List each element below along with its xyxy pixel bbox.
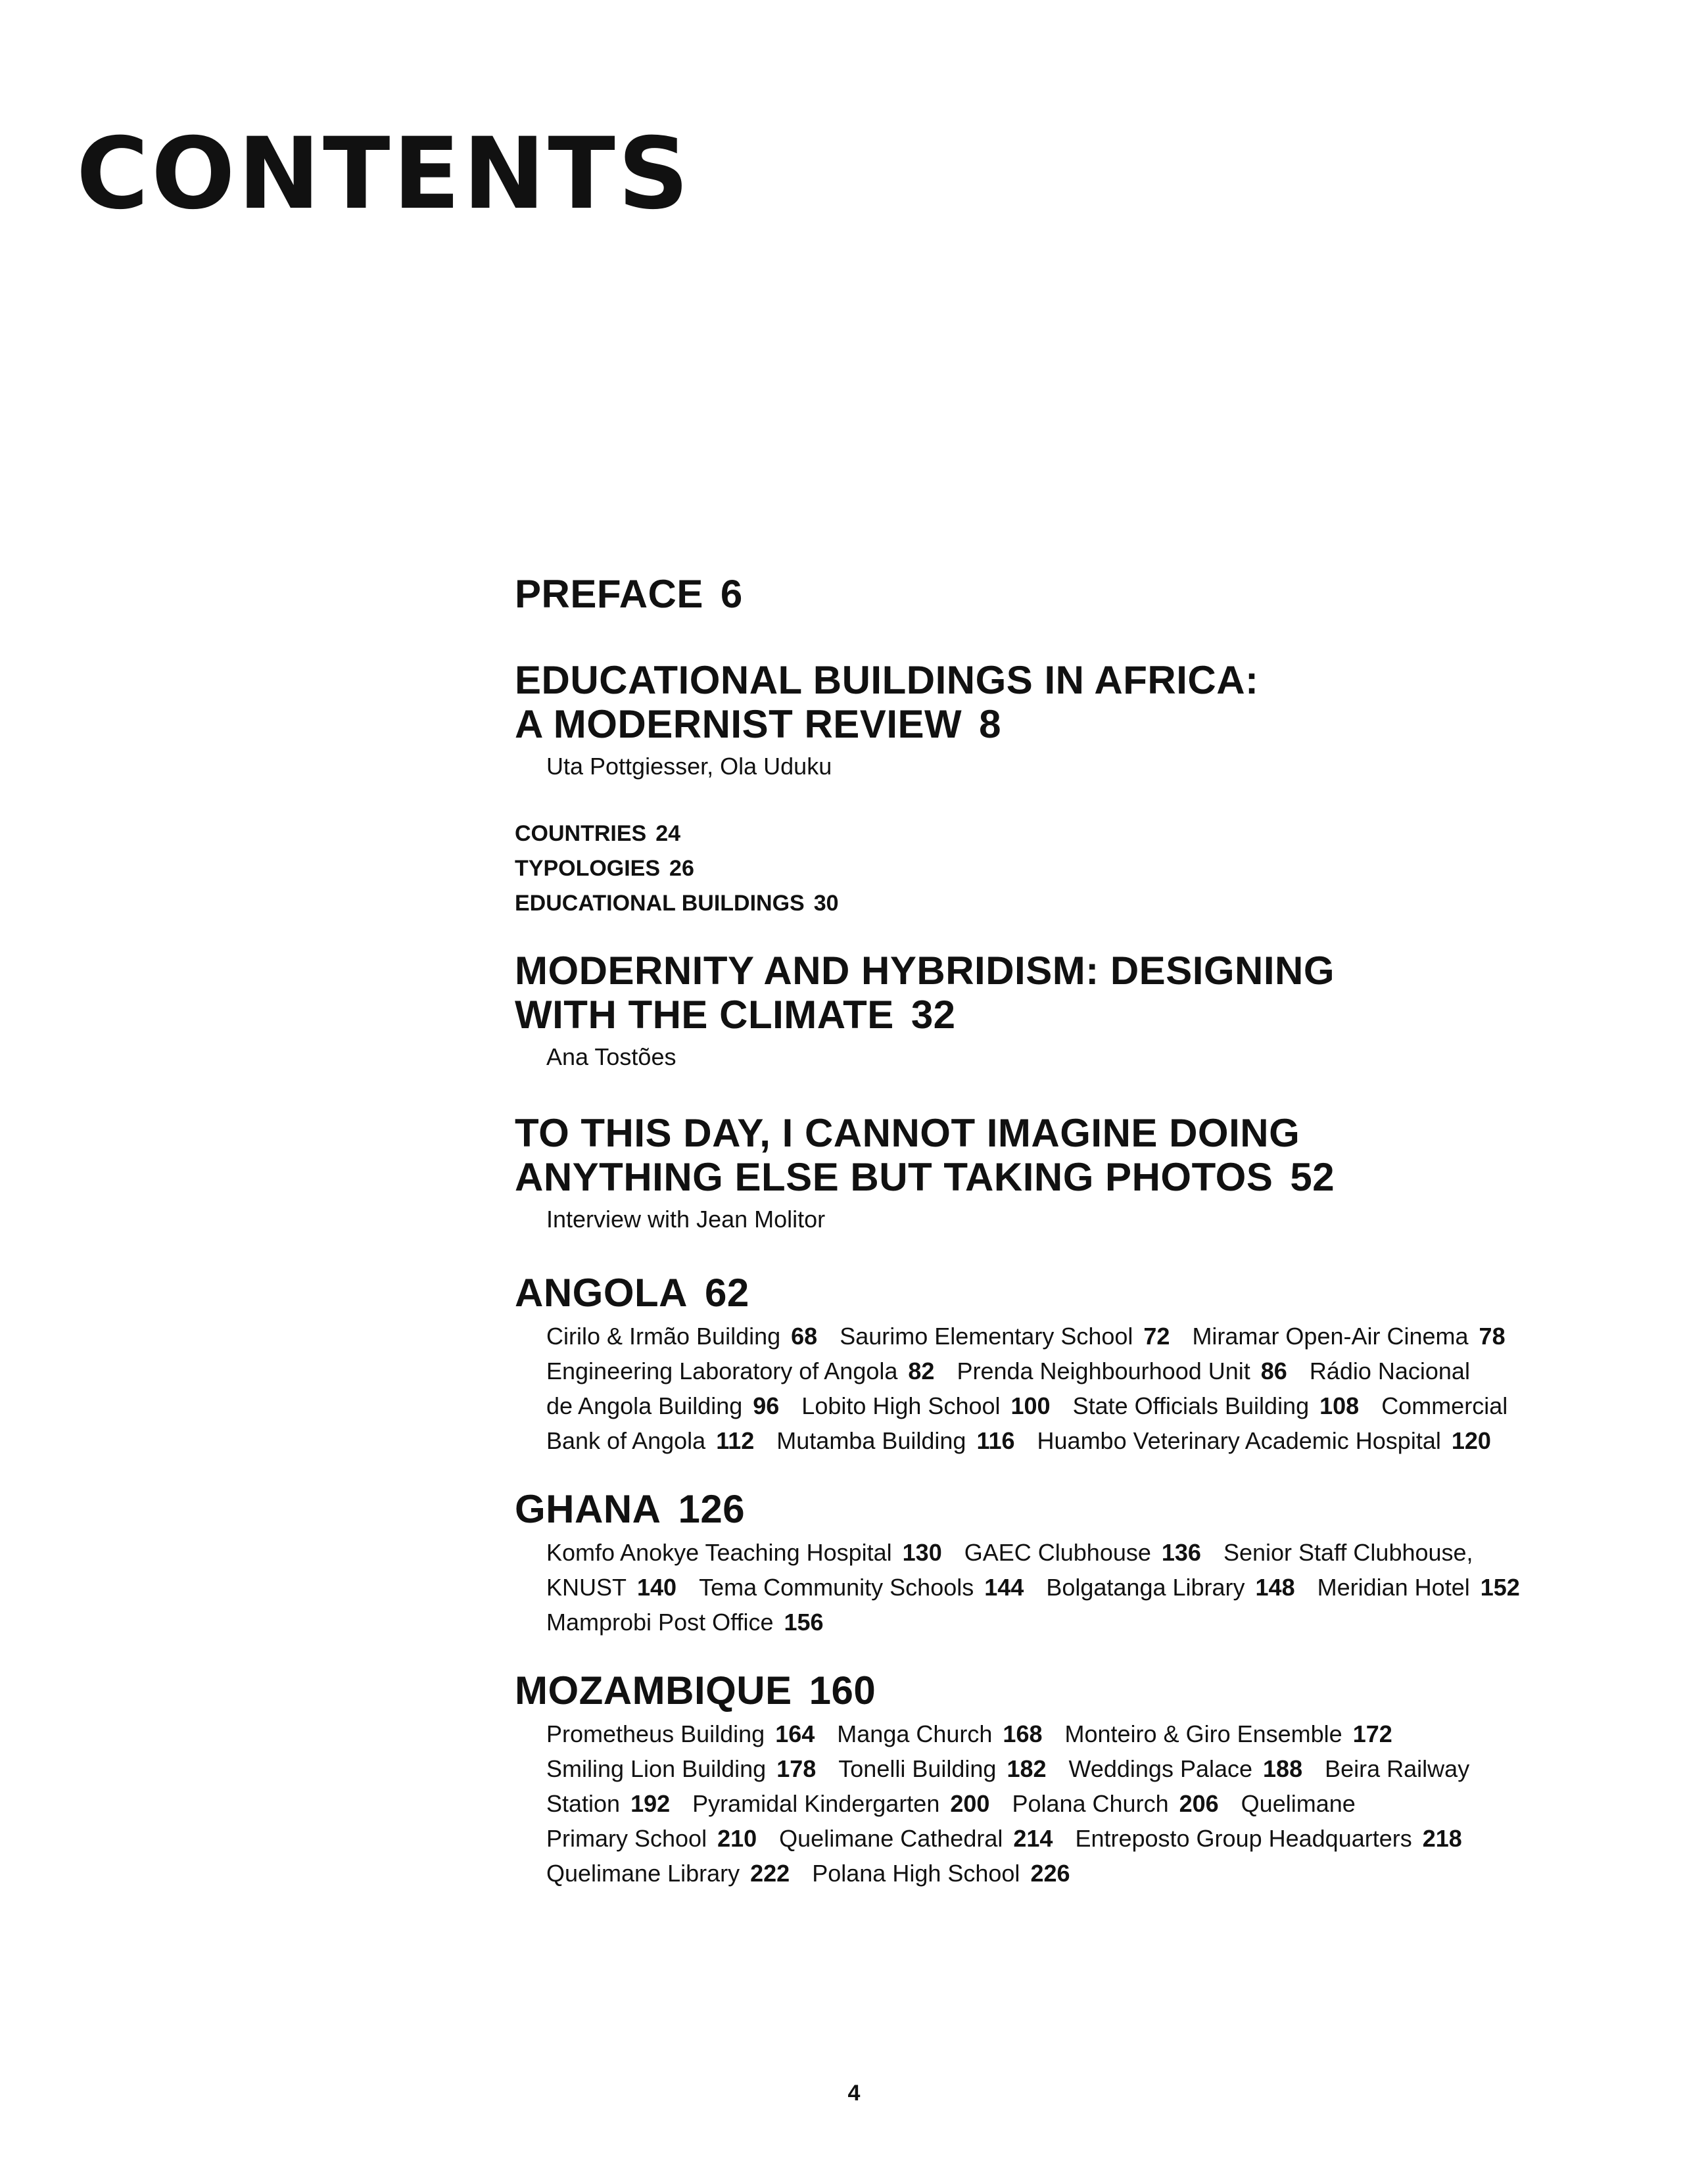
toc-entry[interactable] — [692, 1790, 1012, 1817]
toc-entry[interactable] — [1069, 1755, 1325, 1782]
entry-name: Miramar Open-Air Cinema — [1192, 1323, 1469, 1350]
heading-title: PREFACE — [515, 572, 703, 616]
entry-page: 144 — [984, 1574, 1024, 1601]
entry-page: 156 — [784, 1609, 824, 1636]
entry-page: 140 — [637, 1574, 677, 1601]
entry-name: GAEC Clubhouse — [964, 1539, 1151, 1566]
entry-name: Monteiro & Giro Ensemble — [1064, 1720, 1342, 1747]
toc-heading-educational[interactable] — [515, 658, 1554, 746]
minor-page: 24 — [655, 821, 681, 846]
entry-name: Quelimane Cathedral — [779, 1825, 1003, 1852]
toc-entry[interactable] — [957, 1358, 1309, 1384]
entry-page: 178 — [776, 1755, 817, 1782]
toc-entry[interactable] — [1223, 1539, 1473, 1566]
page-title: CONTENTS — [76, 117, 692, 231]
entry-name: Beira Railway — [1325, 1755, 1470, 1782]
entry-name: Senior Staff Clubhouse, — [1223, 1539, 1473, 1566]
entry-page: 100 — [1010, 1392, 1051, 1419]
toc-heading-mozambique[interactable] — [515, 1668, 1554, 1713]
entry-page: 206 — [1179, 1790, 1219, 1817]
entry-page: 192 — [630, 1790, 671, 1817]
entry-name: KNUST — [546, 1574, 627, 1601]
toc-entry-continued[interactable] — [546, 1574, 699, 1601]
entry-name: Station — [546, 1790, 621, 1817]
heading-page: 6 — [720, 572, 743, 616]
entry-page: 172 — [1352, 1720, 1392, 1747]
entry-name: Komfo Anokye Teaching Hospital — [546, 1539, 892, 1566]
toc-entry[interactable] — [1325, 1755, 1469, 1782]
entry-name: Quelimane — [1241, 1790, 1356, 1817]
entry-page: 210 — [717, 1825, 757, 1852]
entry-name: Entreposto Group Headquarters — [1075, 1825, 1412, 1852]
entry-page: 130 — [902, 1539, 942, 1566]
toc-entry[interactable] — [1065, 1720, 1415, 1747]
heading-page: 126 — [678, 1487, 746, 1531]
entry-page: 200 — [950, 1790, 990, 1817]
toc-entry[interactable] — [1012, 1790, 1241, 1817]
entry-name: Pyramidal Kindergarten — [692, 1790, 940, 1817]
toc-entry[interactable] — [1073, 1392, 1382, 1419]
heading-page: 62 — [704, 1271, 749, 1315]
toc-entry[interactable] — [812, 1860, 1092, 1887]
toc-entry[interactable] — [838, 1755, 1068, 1782]
entry-name: Weddings Palace — [1068, 1755, 1253, 1782]
toc-section-educational — [515, 658, 1554, 784]
toc-minor-list — [515, 816, 1554, 921]
toc-entry[interactable] — [1037, 1427, 1513, 1454]
toc-heading-interview[interactable] — [515, 1111, 1554, 1199]
minor-title: EDUCATIONAL BUILDINGS — [515, 891, 805, 916]
entry-page: 164 — [775, 1720, 815, 1747]
heading-title: GHANA — [515, 1487, 661, 1531]
minor-page: 26 — [669, 856, 694, 881]
toc-section-modernity — [515, 949, 1554, 1074]
toc-entry[interactable] — [546, 1860, 812, 1887]
entry-name: Prenda Neighbourhood Unit — [957, 1358, 1250, 1384]
toc-entry[interactable] — [1317, 1574, 1542, 1601]
entry-name: Polana High School — [812, 1860, 1020, 1887]
toc-entry[interactable] — [546, 1609, 846, 1636]
entry-page: 86 — [1260, 1358, 1287, 1384]
toc-section-interview — [515, 1111, 1554, 1237]
heading-title: MOZAMBIQUE — [515, 1668, 792, 1713]
toc-entry[interactable] — [546, 1755, 838, 1782]
toc-entry[interactable] — [779, 1825, 1075, 1852]
entry-page: 168 — [1003, 1720, 1043, 1747]
toc-entry[interactable] — [837, 1720, 1064, 1747]
toc-entry[interactable] — [699, 1574, 1046, 1601]
entry-name: Bank of Angola — [546, 1427, 706, 1454]
minor-title: COUNTRIES — [515, 821, 647, 846]
entry-page: 214 — [1013, 1825, 1053, 1852]
toc-entry[interactable] — [1192, 1323, 1527, 1350]
entry-name: Huambo Veterinary Academic Hospital — [1037, 1427, 1441, 1454]
toc-heading-preface[interactable] — [515, 572, 1554, 616]
entry-name: Smiling Lion Building — [546, 1755, 767, 1782]
heading-title-line2: A MODERNIST REVIEW — [515, 702, 962, 746]
toc-entry[interactable] — [546, 1358, 957, 1384]
entry-name: Prometheus Building — [546, 1720, 765, 1747]
heading-title-line1: MODERNITY AND HYBRIDISM: DESIGNING — [515, 949, 1335, 993]
entry-name: Manga Church — [837, 1720, 993, 1747]
toc-entry-continued[interactable] — [546, 1790, 692, 1817]
toc-entry[interactable] — [1241, 1790, 1356, 1817]
entry-page: 120 — [1451, 1427, 1491, 1454]
heading-page: 160 — [809, 1668, 876, 1713]
toc-heading-modernity[interactable] — [515, 949, 1554, 1037]
toc-entry[interactable] — [776, 1427, 1037, 1454]
section-authors: Interview with Jean Molitor — [546, 1206, 826, 1233]
entry-name: Primary School — [546, 1825, 707, 1852]
entry-name: Cirilo & Irmão Building — [546, 1323, 781, 1350]
entry-name: Tonelli Building — [838, 1755, 997, 1782]
toc-entry[interactable] — [1310, 1358, 1470, 1384]
entry-name: Quelimane Library — [546, 1860, 740, 1887]
toc-section-ghana — [515, 1487, 1554, 1640]
entry-page: 116 — [976, 1427, 1015, 1454]
toc-entry[interactable] — [801, 1392, 1072, 1419]
entry-page: 68 — [791, 1323, 818, 1350]
toc-entry[interactable] — [840, 1323, 1192, 1350]
toc-heading-ghana[interactable] — [515, 1487, 1554, 1531]
toc-entry-continued[interactable] — [546, 1825, 779, 1852]
entry-page: 226 — [1030, 1860, 1070, 1887]
heading-title: ANGOLA — [515, 1271, 688, 1315]
entry-name: Mamprobi Post Office — [546, 1609, 774, 1636]
entry-page: 82 — [908, 1358, 935, 1384]
toc-entry[interactable] — [1381, 1392, 1507, 1419]
table-of-contents — [515, 572, 1554, 1891]
toc-entry-continued[interactable] — [546, 1392, 801, 1419]
entry-name: Engineering Laboratory of Angola — [546, 1358, 898, 1384]
entry-page: 148 — [1255, 1574, 1295, 1601]
toc-heading-angola[interactable] — [515, 1271, 1554, 1315]
minor-page: 30 — [813, 891, 839, 916]
toc-entry[interactable] — [546, 1539, 964, 1566]
entry-page: 108 — [1319, 1392, 1360, 1419]
entry-name: Saurimo Elementary School — [840, 1323, 1133, 1350]
entry-page: 112 — [716, 1427, 755, 1454]
toc-entry[interactable] — [1046, 1574, 1317, 1601]
minor-title: TYPOLOGIES — [515, 856, 661, 881]
heading-page: 52 — [1290, 1155, 1335, 1199]
entry-name: Bolgatanga Library — [1046, 1574, 1245, 1601]
entry-page: 218 — [1422, 1825, 1462, 1852]
toc-minor-educational-buildings[interactable] — [515, 886, 1554, 921]
heading-page: 32 — [911, 993, 956, 1037]
toc-entry[interactable] — [546, 1323, 840, 1350]
entry-name: State Officials Building — [1072, 1392, 1310, 1419]
page-number: 4 — [847, 2081, 861, 2106]
entry-name: Tema Community Schools — [699, 1574, 974, 1601]
section-authors: Uta Pottgiesser, Ola Uduku — [546, 753, 832, 780]
toc-entry[interactable] — [546, 1720, 837, 1747]
toc-minor-countries[interactable] — [515, 816, 1554, 851]
entry-name: Rádio Nacional — [1309, 1358, 1470, 1384]
toc-entry[interactable] — [964, 1539, 1223, 1566]
toc-section-mozambique — [515, 1668, 1554, 1891]
entry-name: Lobito High School — [801, 1392, 1001, 1419]
heading-title-line1: TO THIS DAY, I CANNOT IMAGINE DOING — [515, 1111, 1300, 1155]
entry-list — [546, 1716, 1554, 1891]
entry-name: de Angola Building — [546, 1392, 743, 1419]
entry-page: 136 — [1161, 1539, 1201, 1566]
entry-name: Meridian Hotel — [1317, 1574, 1470, 1601]
entry-list — [546, 1535, 1554, 1640]
toc-minor-typologies[interactable] — [515, 851, 1554, 886]
entry-page: 188 — [1263, 1755, 1303, 1782]
entry-page: 182 — [1007, 1755, 1047, 1782]
entry-page: 222 — [750, 1860, 790, 1887]
toc-entry-continued[interactable] — [546, 1427, 776, 1454]
heading-page: 8 — [979, 702, 1002, 746]
heading-title-line1: EDUCATIONAL BUILDINGS IN AFRICA: — [515, 658, 1259, 702]
heading-title-line2: ANYTHING ELSE BUT TAKING PHOTOS — [515, 1155, 1273, 1199]
toc-section-angola — [515, 1271, 1554, 1458]
heading-title-line2: WITH THE CLIMATE — [515, 993, 894, 1037]
entry-list — [546, 1319, 1554, 1458]
entry-name: Mutamba Building — [776, 1427, 966, 1454]
section-authors: Ana Tostões — [546, 1043, 676, 1070]
entry-name: Polana Church — [1012, 1790, 1169, 1817]
entry-page: 78 — [1479, 1323, 1506, 1350]
entry-name: Commercial — [1381, 1392, 1508, 1419]
entry-page: 152 — [1480, 1574, 1520, 1601]
entry-page: 96 — [753, 1392, 780, 1419]
entry-page: 72 — [1143, 1323, 1170, 1350]
toc-entry[interactable] — [1075, 1825, 1484, 1852]
